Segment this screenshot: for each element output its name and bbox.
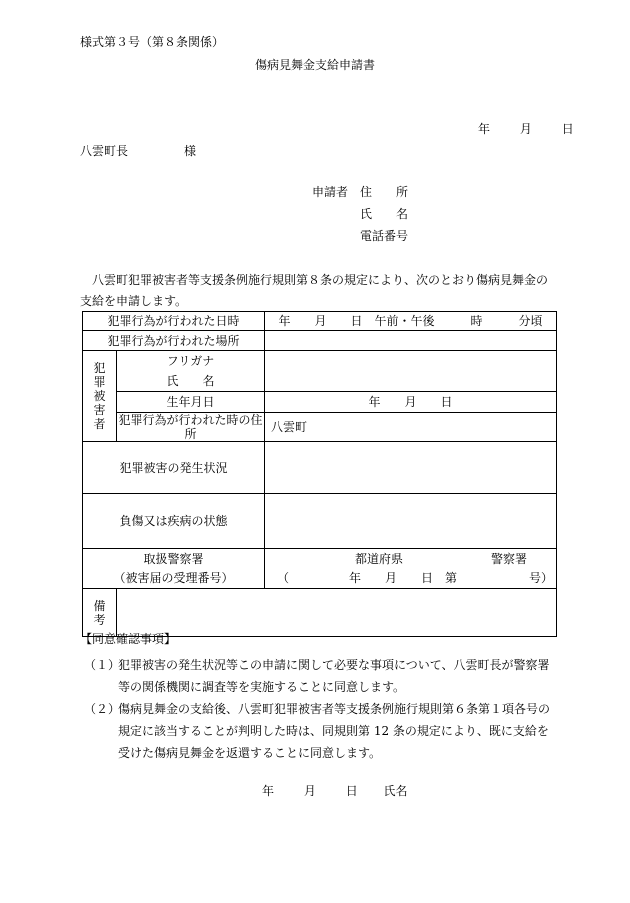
crime-place-label: 犯罪行為が行われた場所	[83, 331, 265, 351]
victim-group-text: 犯 罪 被 害 者	[93, 361, 106, 431]
crime-datetime-field[interactable]: 年 月 日 午前・午後 時 分頃	[265, 312, 557, 331]
signature-line	[262, 784, 408, 798]
police-station-suffix: 警察署	[491, 551, 528, 566]
date-year: 年	[478, 122, 491, 136]
application-table	[82, 311, 557, 637]
report-number-label: （被害届の受理番号）	[113, 570, 234, 585]
consent-item-1-text: 犯罪被害の発生状況等この申請に関して必要な事項について、八雲町長が警察署等の関係機関に調査等を実施することに同意します。	[118, 658, 550, 694]
mayor-label: 八雲町長	[80, 144, 129, 158]
crime-datetime-label: 犯罪行為が行われた日時	[83, 312, 265, 331]
injury-status-label: 負傷又は疾病の状態	[83, 494, 265, 549]
applicant-label: 申請者	[312, 185, 349, 199]
form-number: 様式第３号（第８条関係）	[80, 35, 225, 49]
report-number-field: （ 年 月 日 第 号）	[277, 570, 554, 585]
addressee	[80, 144, 196, 158]
remarks-field[interactable]	[117, 589, 557, 637]
victim-group-label	[83, 351, 117, 442]
form-title: 傷病見舞金支給申請書	[254, 58, 375, 72]
signature-month: 月	[303, 784, 316, 798]
consent-item-2	[84, 698, 560, 764]
furigana-label: フリガナ	[166, 354, 215, 368]
date-month: 月	[519, 122, 532, 136]
victim-name-field[interactable]	[265, 351, 557, 392]
police-field[interactable]	[265, 549, 557, 589]
consent-heading: 【同意確認事項】	[80, 632, 177, 646]
damage-status-label: 犯罪被害の発生状況	[83, 442, 265, 494]
consent-item-1	[84, 654, 560, 698]
crime-place-field[interactable]	[265, 331, 557, 351]
honorific: 様	[184, 144, 197, 158]
applicant-address-label: 住 所	[360, 185, 409, 199]
date-day: 日	[561, 122, 574, 136]
consent-item-2-text: 傷病見舞金の支給後、八雲町犯罪被害者等支援条例施行規則第６条第１項各号の規定に該当することが判明した時は、同規則第 12 条の規定により、既に支給を受けた傷病見舞金を返還することに同意します。	[118, 702, 551, 760]
birthdate-field[interactable]: 年 月 日	[265, 392, 557, 413]
address-at-crime-label: 犯罪行為が行われた時の住所	[118, 413, 263, 441]
signature-day: 日	[345, 784, 358, 798]
police-label-cell	[83, 549, 265, 589]
signature-name-label[interactable]: 氏名	[383, 784, 408, 798]
consent-item-1-number: （１）	[84, 658, 121, 672]
remarks-text: 備 考	[93, 598, 106, 627]
application-date	[478, 122, 574, 136]
damage-status-field[interactable]	[265, 442, 557, 494]
applicant-phone-label: 電話番号	[360, 229, 409, 243]
consent-item-2-number: （２）	[84, 702, 121, 716]
applicant-block	[312, 185, 452, 245]
prefecture-label: 都道府県	[355, 551, 404, 566]
remarks-label	[83, 589, 117, 637]
victim-name-label: 氏 名	[166, 374, 215, 388]
signature-year: 年	[262, 784, 275, 798]
address-at-crime-field[interactable]: 八雲町	[265, 413, 557, 442]
birthdate-label: 生年月日	[117, 392, 265, 413]
police-station-label: 取扱警察署	[143, 551, 204, 566]
injury-status-field[interactable]	[265, 494, 557, 549]
victim-name-label-cell	[117, 351, 265, 392]
intro-text: 八雲町犯罪被害者等支援条例施行規則第８条の規定により、次のとおり傷病見舞金の支給を申請します。	[80, 273, 549, 308]
applicant-name-label: 氏 名	[360, 207, 409, 221]
